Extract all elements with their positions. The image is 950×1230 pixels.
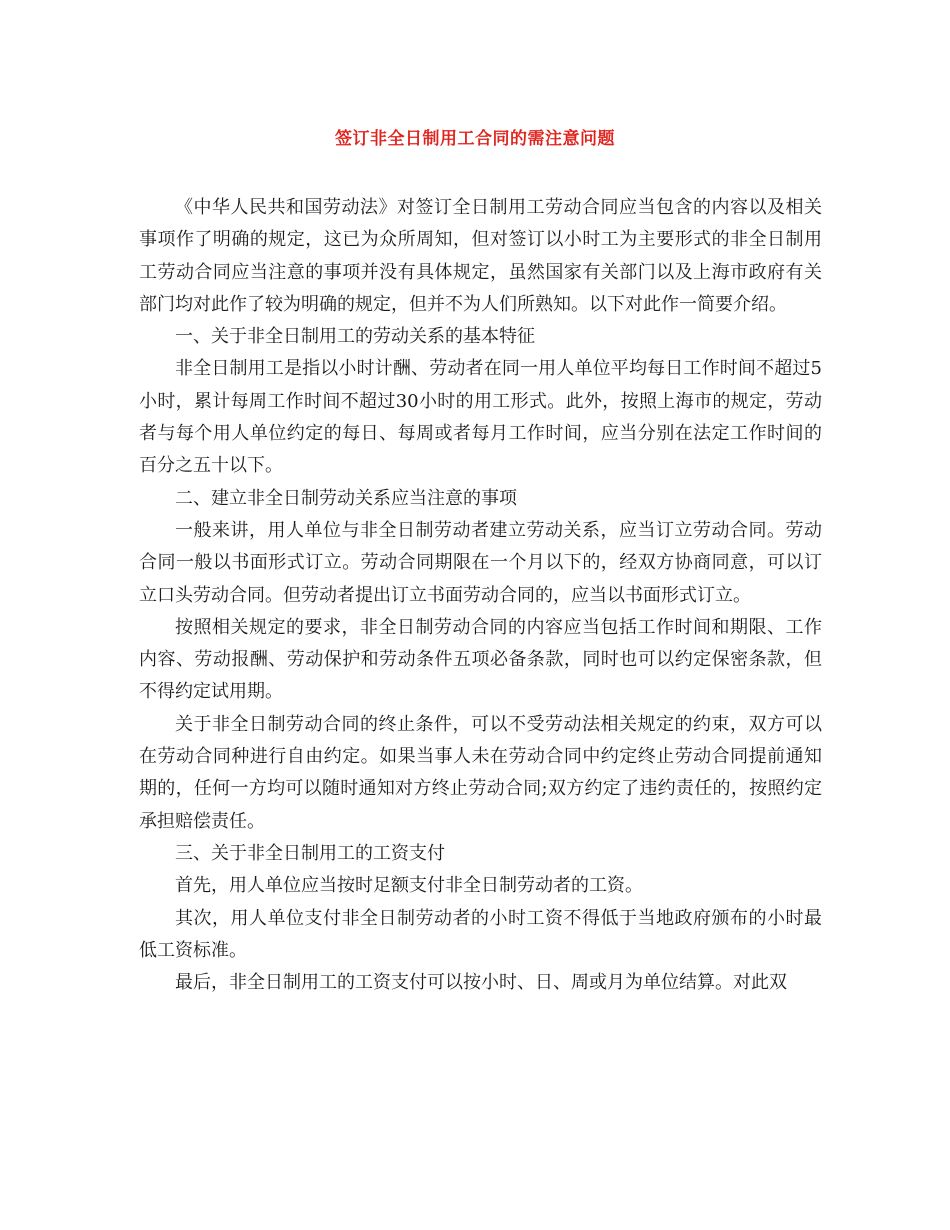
paragraph-contract-content: 按照相关规定的要求，非全日制劳动合同的内容应当包括工作时间和期限、工作内容、劳动报酬、劳动保护和劳动条件五项必备条款，同时也可以约定保密条款，但不得约定试用期。	[139, 616, 822, 703]
paragraph-wage-second: 其次，用人单位支付非全日制劳动者的小时工资不得低于当地政府颁布的小时最低工资标准。	[139, 907, 822, 961]
paragraph-contract-form: 一般来讲，用人单位与非全日制劳动者建立劳动关系，应当订立劳动合同。劳动合同一般以书面形式订立。劳动合同期限在一个月以下的，经双方协商同意，可以订立口头劳动合同。但劳动者提出订立书面劳动合同的，应当以书面形式订立。	[139, 519, 822, 606]
document-body	[139, 192, 822, 999]
paragraph-wage-last: 最后，非全日制用工的工资支付可以按小时、日、周或月为单位结算。对此双	[175, 972, 787, 994]
section-heading-2: 二、建立非全日制劳动关系应当注意的事项	[175, 487, 517, 509]
document-title: 签订非全日制用工合同的需注意问题	[335, 129, 615, 149]
paragraph-contract-termination: 关于非全日制劳动合同的终止条件，可以不受劳动法相关规定的约束，双方可以在劳动合同种进行自由约定。如果当事人未在劳动合同中约定终止劳动合同提前通知期的，任何一方均可以随时通知对方终止劳动合同;双方约定了违约责任的，按照约定承担赔偿责任。	[139, 713, 822, 832]
paragraph-definition: 非全日制用工是指以小时计酬、劳动者在同一用人单位平均每日工作时间不超过5小时，累计每周工作时间不超过30小时的用工形式。此外，按照上海市的规定，劳动者与每个用人单位约定的每日、每周或者每月工作时间，应当分别在法定工作时间的百分之五十以下。	[139, 358, 822, 477]
paragraph-intro: 《中华人民共和国劳动法》对签订全日制用工劳动合同应当包含的内容以及相关事项作了明确的规定，这已为众所周知，但对签订以小时工为主要形式的非全日制用工劳动合同应当注意的事项并没有具体规定，虽然国家有关部门以及上海市政府有关部门均对此作了较为明确的规定，但并不为人们所熟知。以下对此作一简要介绍。	[139, 197, 822, 315]
section-heading-3: 三、关于非全日制用工的工资支付	[175, 842, 445, 864]
section-heading-1: 一、关于非全日制用工的劳动关系的基本特征	[175, 326, 535, 348]
paragraph-wage-first: 首先，用人单位应当按时足额支付非全日制劳动者的工资。	[175, 875, 643, 897]
